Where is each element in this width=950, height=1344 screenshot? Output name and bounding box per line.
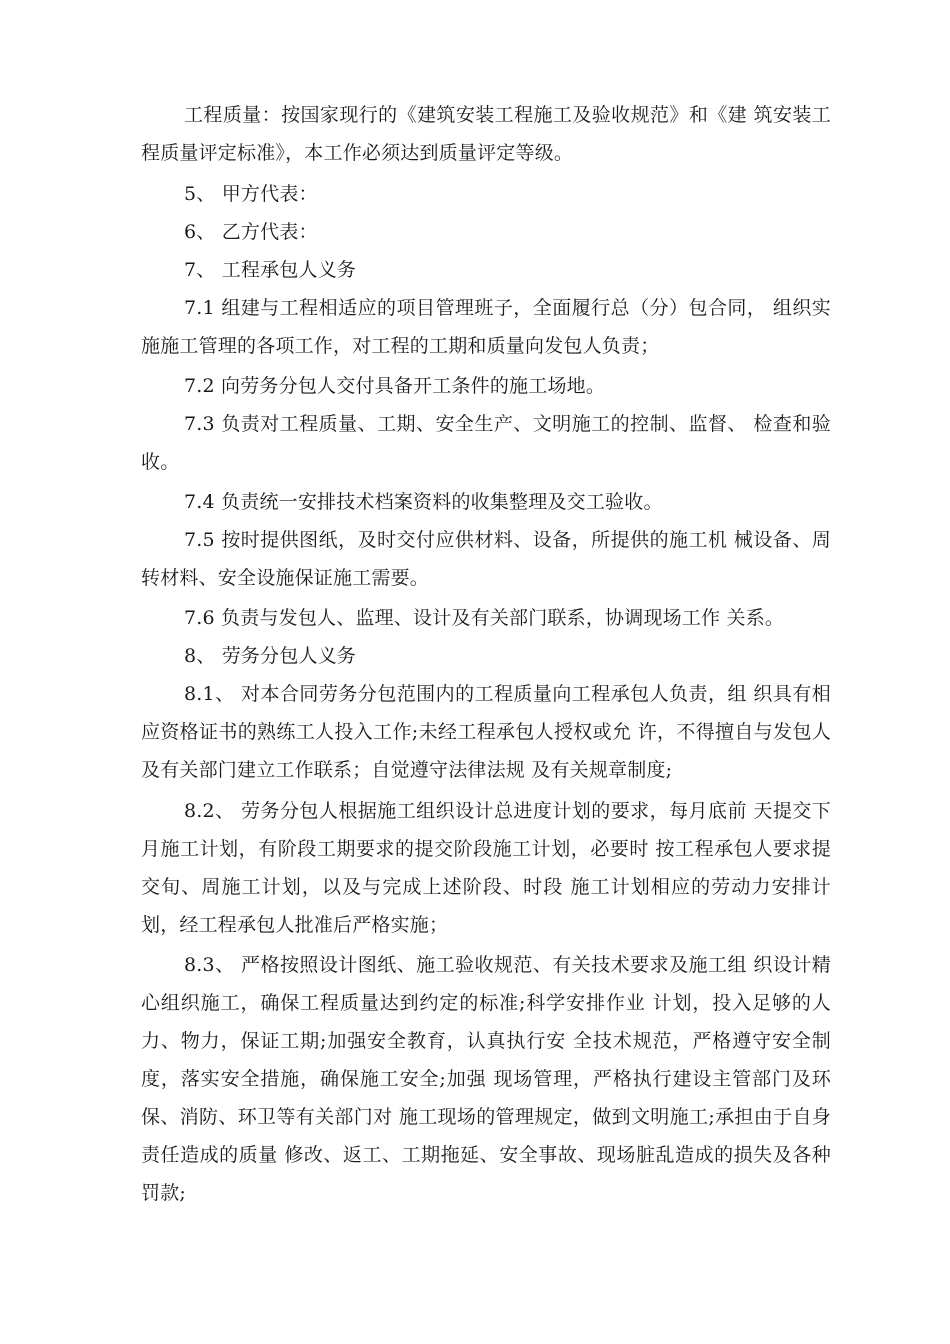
- paragraph-item-7-5: 7.5 按时提供图纸，及时交付应供材料、设备，所提供的施工机 械设备、周转材料、安全设施保证施工需要。: [141, 529, 831, 589]
- paragraph-item-8-2: 8.2、 劳务分包人根据施工组织设计总进度计划的要求，每月底前 天提交下月施工计划，有阶段工期要求的提交阶段施工计划，必要时 按工程承包人要求提交旬、周施工计划，以及与完成上述阶段、时段 施工计划相应的劳动力安排计划，经工程承包人批准后严格实施；: [141, 800, 831, 936]
- paragraph-item-5: 5、 甲方代表：: [184, 183, 318, 205]
- paragraph-item-8-3: 8.3、 严格按照设计图纸、施工验收规范、有关技术要求及施工组 织设计精心组织施工，确保工程质量达到约定的标准;科学安排作业 计划，投入足够的人力、物力，保证工期;加强安全教育，认真执行安 全技术规范，严格遵守安全制度，落实安全措施，确保施工安全;加强 现场管理，严格执行建设主管部门及环保、消防、环卫等有关部门对 施工现场的管理规定，做到文明施工;承担由于自身责任造成的质量 修改、返工、工期拖延、安全事故、现场脏乱造成的损失及各种罚款;: [141, 954, 831, 1204]
- paragraph-quality: 工程质量：按国家现行的《建筑安装工程施工及验收规范》和《建 筑安装工程质量评定标准》，本工作必须达到质量评定等级。: [141, 104, 831, 164]
- paragraph-item-7-1: 7.1 组建与工程相适应的项目管理班子，全面履行总（分）包合同， 组织实施施工管理的各项工作，对工程的工期和质量向发包人负责；: [141, 297, 831, 357]
- paragraph-item-7-6: 7.6 负责与发包人、监理、设计及有关部门联系，协调现场工作 关系。: [184, 607, 785, 629]
- paragraph-item-7-4: 7.4 负责统一安排技术档案资料的收集整理及交工验收。: [184, 491, 663, 513]
- paragraph-item-8-1: 8.1、 对本合同劳务分包范围内的工程质量向工程承包人负责，组 织具有相应资格证书的熟练工人投入工作;未经工程承包人授权或允 许，不得擅自与发包人及有关部门建立工作联系；自觉遵守法律法规 及有关规章制度;: [141, 683, 831, 781]
- paragraph-item-7-2: 7.2 向劳务分包人交付具备开工条件的施工场地。: [184, 375, 606, 397]
- paragraph-item-7-3: 7.3 负责对工程质量、工期、安全生产、文明施工的控制、监督、 检查和验收。: [141, 413, 831, 473]
- paragraph-item-7: 7、 工程承包人义务: [184, 259, 357, 281]
- paragraph-item-6: 6、 乙方代表：: [184, 221, 318, 243]
- paragraph-item-8: 8、 劳务分包人义务: [184, 645, 357, 667]
